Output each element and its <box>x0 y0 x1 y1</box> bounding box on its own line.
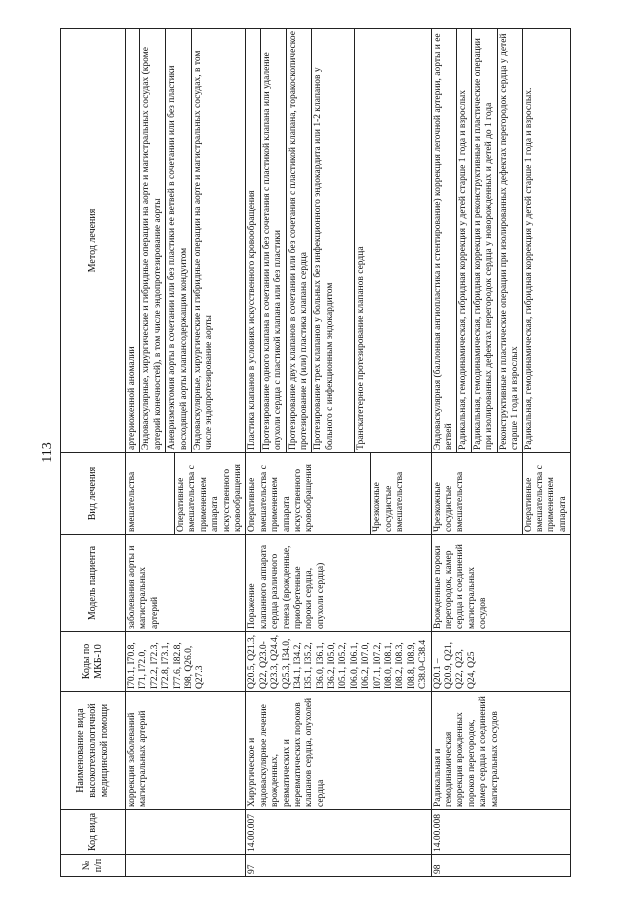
method-item: Протезирование одного клапана в сочетании или без сочетания с пластикой клапана или удаление опухоли сердца с пластикой клапана или без пластики <box>261 29 287 452</box>
header-mkb: Коды по МКБ-10 <box>61 632 126 692</box>
type-text: Оперативные вмешательства с применением аппарата искусственного кровообращения <box>246 453 371 534</box>
cell-type <box>126 453 246 535</box>
method-item: Эндоваскулярные, хирургические и гибридные операции на аорте и магистральных сосудах, в том числе эндопротезирование аорты <box>192 50 215 450</box>
header-type: Вид лечения <box>61 453 126 535</box>
cell-methods <box>126 29 246 453</box>
cell-model: заболевания аорты и магистральных артерий <box>126 535 246 632</box>
cell-num: 97 <box>246 855 431 877</box>
cell-type <box>246 453 431 535</box>
table-row-98 <box>431 29 571 877</box>
cell-mkb: I70.1, I70.8, I71, I72.0, I72.2, I72.3, I72.8, I73.1, I77.6, I82.8, I98, Q26.0, Q27.3 <box>126 632 246 692</box>
type-text: вмешательства <box>126 453 175 534</box>
method-item: Протезирование трех клапанов у больных без инфекционного эндокардита или 1-2 клапанов у больного с инфекционным эндокардитом <box>312 29 355 452</box>
page-number: 113 <box>40 442 55 463</box>
method-item: Протезирование двух клапанов в сочетании или без сочетания с пластикой клапана, торакоскопическое протезирование и (или) пластика клапана сердца <box>287 29 313 452</box>
table-row-97 <box>246 29 431 877</box>
cell-code <box>126 810 246 855</box>
header-name: Наименование вида высокотехнологичной медицинской помощи <box>61 692 126 810</box>
cell-name: Радикальная и гемодинамическая коррекция врожденных пороков перегородок, камер сердца и соединений магистральных сосудов <box>431 692 571 810</box>
method-item: артериоженной аномалии <box>126 29 140 452</box>
header-model: Модель пациента <box>61 535 126 632</box>
cell-model: Поражение клапанного аппарата сердца различного генеза (врожденные, приобретенные пороки сердца, опухоли сердца) <box>246 535 431 632</box>
table-row-continuation <box>126 29 246 877</box>
method-item: Радикальная, гемодинамическая, гибридная коррекция и реконструктивные и пластические операции при изолированных дефектах перегородок сердца у новорожденных и детей до 1 года <box>472 29 498 452</box>
cell-mkb: Q20.5, Q21.3, Q22, Q23.0-Q23.3, Q24.4, Q25.3, I34.0, I34.1, I34.2, I35.1, I35.2, I36.0, I36.1, I36.2, I05.0, I05.1, I05.2, I06.0, I06.1, I06.2, I07.0, I07.1, I07.2, I08.0, I08.1, I08.2, I08.3, I08.8, I08.9, C38.0-C38.4 <box>246 632 431 692</box>
method-item: Эндоваскулярная (баллонная ангиопластика и стентирование) коррекция легочной артерии, аорты и ее ветвей <box>432 29 458 452</box>
type-text: Оперативные вмешательства с применением аппарата <box>523 465 568 532</box>
cell-mkb: Q20.1 – Q20.9, Q21, Q22, Q23, Q24, Q25 <box>431 632 571 692</box>
cell-name: коррекция заболеваний магистральных артерий <box>126 692 246 810</box>
cell-methods <box>431 29 571 453</box>
cell-code: 14.00.008 <box>431 810 571 855</box>
cell-num: 98 <box>431 855 571 877</box>
cell-num <box>126 855 246 877</box>
method-item: Реконструктивные и пластические операции при изолированных дефектах перегородок сердца у детей старше 1 года и взрослых <box>498 29 524 452</box>
cell-type <box>431 453 571 535</box>
method-item: Аневризмэктомия аорты в сочетании или без пластики ее ветвей в сочетании или без пластики восходящей аорты клапансодержащим кондуитом <box>166 29 192 452</box>
type-text: Оперативные вмешательства с применением аппарата искусственного кровообращения <box>176 464 243 532</box>
header-num: № п/п <box>61 855 126 877</box>
method-item: Транскатетерное протезирование клапанов сердца <box>356 246 367 450</box>
vmp-table <box>60 28 571 877</box>
table-header-row <box>61 29 126 877</box>
type-text: Чрезкожные сосудистые вмешательства <box>432 453 523 534</box>
cell-code: 14.00.007 <box>246 810 431 855</box>
cell-name: Хирургическое и эндоваскулярное лечение врожденных, ревматических и неревматических пороков клапанов сердца, опухолей сердца <box>246 692 431 810</box>
method-item: Радикальная, гемодинамическая, гибридная коррекция у детей старше 1 года и взрослых. <box>524 87 535 450</box>
method-item: Пластика клапанов в условиях искусственного кровообращения <box>246 29 260 452</box>
header-code: Код вида <box>61 810 126 855</box>
header-method: Метод лечения <box>61 29 126 453</box>
type-text: Чрезкожные сосудистые вмешательства <box>372 471 406 532</box>
method-item: Эндоваскулярные, хирургические и гибридные операции на аорте и магистральных сосудах (кроме артерий конечностей), в том числе эндопротезирование аорты <box>140 29 166 452</box>
method-item: Радикальная, гемодинамическая, гибридная коррекция у детей старше 1 года и взрослых <box>457 29 471 452</box>
cell-model: Врожденные пороки перегородок, камер сердца и соединений магистральных сосудов <box>431 535 571 632</box>
cell-methods <box>246 29 431 453</box>
